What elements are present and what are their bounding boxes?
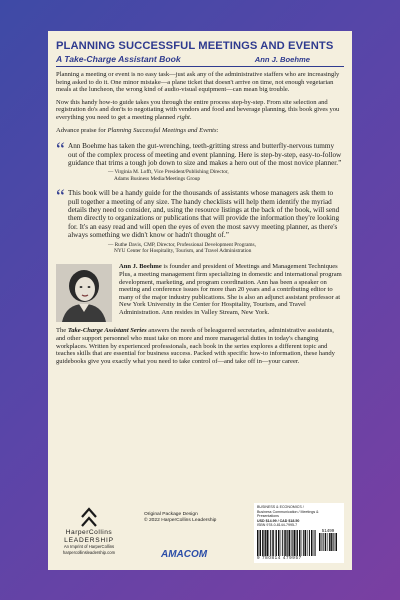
barcode-bar — [276, 530, 277, 556]
barcode-bar — [314, 530, 315, 556]
author-byline: Ann J. Boehme — [254, 55, 310, 64]
footer — [56, 503, 344, 565]
barcode-bar — [303, 530, 304, 556]
overview-paragraph — [56, 99, 344, 122]
bio-text: is founder and president of Meetings and Management Techniques Plus, a meeting management firm specializing in domestic and international program development, marketing, and program coordination. Ann has been a speaker on meeting and conference issues for more than 20 years and a contributing editor to many of the major industry publications. She is also an adjunct assistant professor at New York University in the Center for Hospitality, Tourism, and Travel Administration. Ann resides in Valley Stream, New York. — [119, 263, 342, 316]
back-cover-panel — [48, 31, 352, 570]
barcode-bar — [267, 530, 269, 556]
barcode-bar — [282, 530, 283, 556]
quote-1-attribution-line-2: Adams Business Media/Meetings Group — [114, 175, 201, 182]
isbn-barcode-image — [257, 530, 317, 556]
overview-text: Now this handy how-to guide takes you through the entire process step-by-step. From site selection and registration do's and don'ts to negotiating with vendors and food and beverage planning, this book gives you everything you need to get a meeting planned — [56, 98, 340, 121]
quote-2-attribution — [108, 242, 344, 255]
barcode-bar — [296, 530, 297, 556]
quote-2-attribution-line-2: NYU Center for Hospitality, Tourism, and Travel Administration — [114, 248, 252, 255]
barcode-bar — [284, 530, 286, 556]
book-title: PLANNING SUCCESSFUL MEETINGS AND EVENTS — [56, 40, 334, 52]
quote-mark-icon: “ — [56, 139, 65, 162]
barcode-bar — [269, 530, 270, 556]
barcode-bar — [309, 530, 310, 556]
category-line-2: Business Communication / Meetings & Presentations — [257, 509, 319, 518]
logo-harpercollins: HarperCollins — [65, 529, 113, 536]
barcode-bar — [257, 530, 259, 556]
barcode-bar — [336, 533, 338, 551]
barcode-bar — [307, 530, 308, 556]
title-divider — [56, 66, 344, 67]
author-portrait-image — [56, 264, 112, 322]
barcode-bar — [330, 533, 332, 551]
imprint-text: An Imprint of HarperCollins — [63, 544, 115, 550]
barcode-bar — [292, 530, 293, 556]
price-barcode-image — [319, 533, 337, 551]
price-code-block — [319, 529, 337, 557]
quote-1-attribution-line-1: — Virginia M. Lofft, Vice President/Publishing Director, — [108, 169, 229, 176]
barcode-bar — [287, 530, 288, 556]
barcode-bar — [333, 533, 334, 551]
series-name: Take-Charge Assistant Series — [67, 327, 147, 335]
series-subtitle: A Take-Charge Assistant Book — [56, 54, 181, 64]
quote-2-attribution-line-1: — Ruthe Davis, CMP, Director, Professional Development Programs, — [108, 241, 256, 248]
quote-2-text: This book will be a handy guide for the thousands of assistants whose managers ask them to pull together a meeting of any size. The handy checklists will help them identify the myriad details they need to consider, and, using the resource listings at the back of the book, will send them directly to organizations or publications that will provide the information they're looking for. It's an easy read and will open the eyes of even the most savvy meeting planner, as there's always something we didn't know or hadn't thought of.” — [68, 189, 340, 240]
barcode-bar — [332, 533, 333, 551]
publisher-url: harpercollinsleadership.com — [62, 549, 116, 555]
quote-1-text: Ann Boehme has taken the gut-wrenching, teeth-gritting stress and butterfly-nervous tummy out of the complex process of meeting and event planning. Here is step-by-step, easy-to-follow guidance that trims a tough job down to size and makes a hero out of the most novice planner.” — [68, 142, 342, 167]
barcode-digits: 9 780814 479957 — [257, 555, 302, 560]
package-design-credit: Original Package Design — [144, 512, 198, 517]
barcode-bar — [262, 530, 264, 556]
barcode-bar — [311, 530, 313, 556]
praise-colon: : — [216, 126, 219, 134]
barcode-bar — [302, 530, 303, 556]
praise-heading — [56, 127, 344, 135]
barcode-bar — [260, 530, 261, 556]
barcode-bar — [323, 533, 324, 551]
quote-2 — [56, 186, 344, 255]
praise-prefix: Advance praise for — [56, 126, 108, 134]
barcode-bar — [289, 530, 291, 556]
barcode-bar — [291, 530, 292, 556]
price-line: USD $14.99 / CAD $18.50 — [257, 518, 300, 523]
quote-1-attribution — [108, 169, 344, 182]
barcode-bar — [294, 530, 296, 556]
barcode-bar — [321, 533, 322, 551]
bio-author-name: Ann J. Boehme — [119, 263, 162, 271]
barcode-bar — [297, 530, 298, 556]
isbn-line: ISBN 978-0-8144-7995-7 — [257, 523, 298, 527]
quote-1 — [56, 139, 344, 182]
overview-emphasis: right — [177, 113, 190, 121]
barcode-bar — [329, 533, 330, 551]
copyright-line: © 2022 HarperCollins Leadership — [144, 518, 217, 524]
subtitle-row — [56, 54, 344, 64]
barcode-bar — [264, 530, 265, 556]
barcode-block — [254, 503, 344, 563]
barcode-bar — [281, 530, 282, 556]
publisher-logo-block — [56, 503, 122, 555]
series-text: answers the needs of beleaguered secretaries, administrative assistants, and other support personnel who must take on more and more managerial duties in today's changing workplaces. Written by experienced professionals, each book in the series explores a different topic and teaches skills that are essential for business success. Packed with specific how-to information, these handy guidebooks give you exactly what you need to take control of—and take off in—your career. — [56, 327, 335, 365]
price-code: 51499 — [321, 527, 335, 533]
barcode-bar — [270, 530, 271, 556]
logo-leadership: LEADERSHIP — [64, 536, 114, 544]
barcode-bar — [265, 530, 266, 556]
praise-book-title: Planning Successful Meetings and Events — [107, 126, 217, 134]
overview-end: . — [189, 113, 192, 121]
barcode-bar — [315, 530, 316, 556]
author-photo — [56, 264, 112, 322]
barcode-bar — [278, 530, 280, 556]
bio-paragraph — [119, 263, 344, 322]
barcode-bar — [325, 533, 327, 551]
author-bio — [56, 263, 344, 322]
barcode-bar — [299, 530, 301, 556]
category-line-1: BUSINESS & ECONOMICS / — [257, 505, 304, 509]
barcode-bar — [259, 530, 260, 556]
barcode-bar — [275, 530, 276, 556]
barcode-bar — [305, 530, 307, 556]
quote-mark-icon: “ — [56, 186, 65, 209]
harpercollins-fire-water-icon — [78, 506, 100, 528]
design-credit — [144, 512, 244, 524]
barcode-bar — [272, 530, 274, 556]
barcode-bar — [286, 530, 287, 556]
barcode-bar — [327, 533, 328, 551]
series-prefix: The — [56, 327, 68, 335]
amacom-logo: AMACOM — [161, 549, 208, 560]
barcode-row — [257, 529, 341, 557]
series-paragraph — [56, 327, 344, 365]
barcode-bar — [319, 533, 321, 551]
intro-paragraph: Planning a meeting or event is no easy task—just ask any of the administrative staffers who are increasingly being asked to do it. One minor mistake—a plane ticket that doesn't arrive on time, not enough vegetarian meals at the luncheon, the wrong kind of audio-visual equipment—can mean big trouble. — [56, 71, 340, 94]
